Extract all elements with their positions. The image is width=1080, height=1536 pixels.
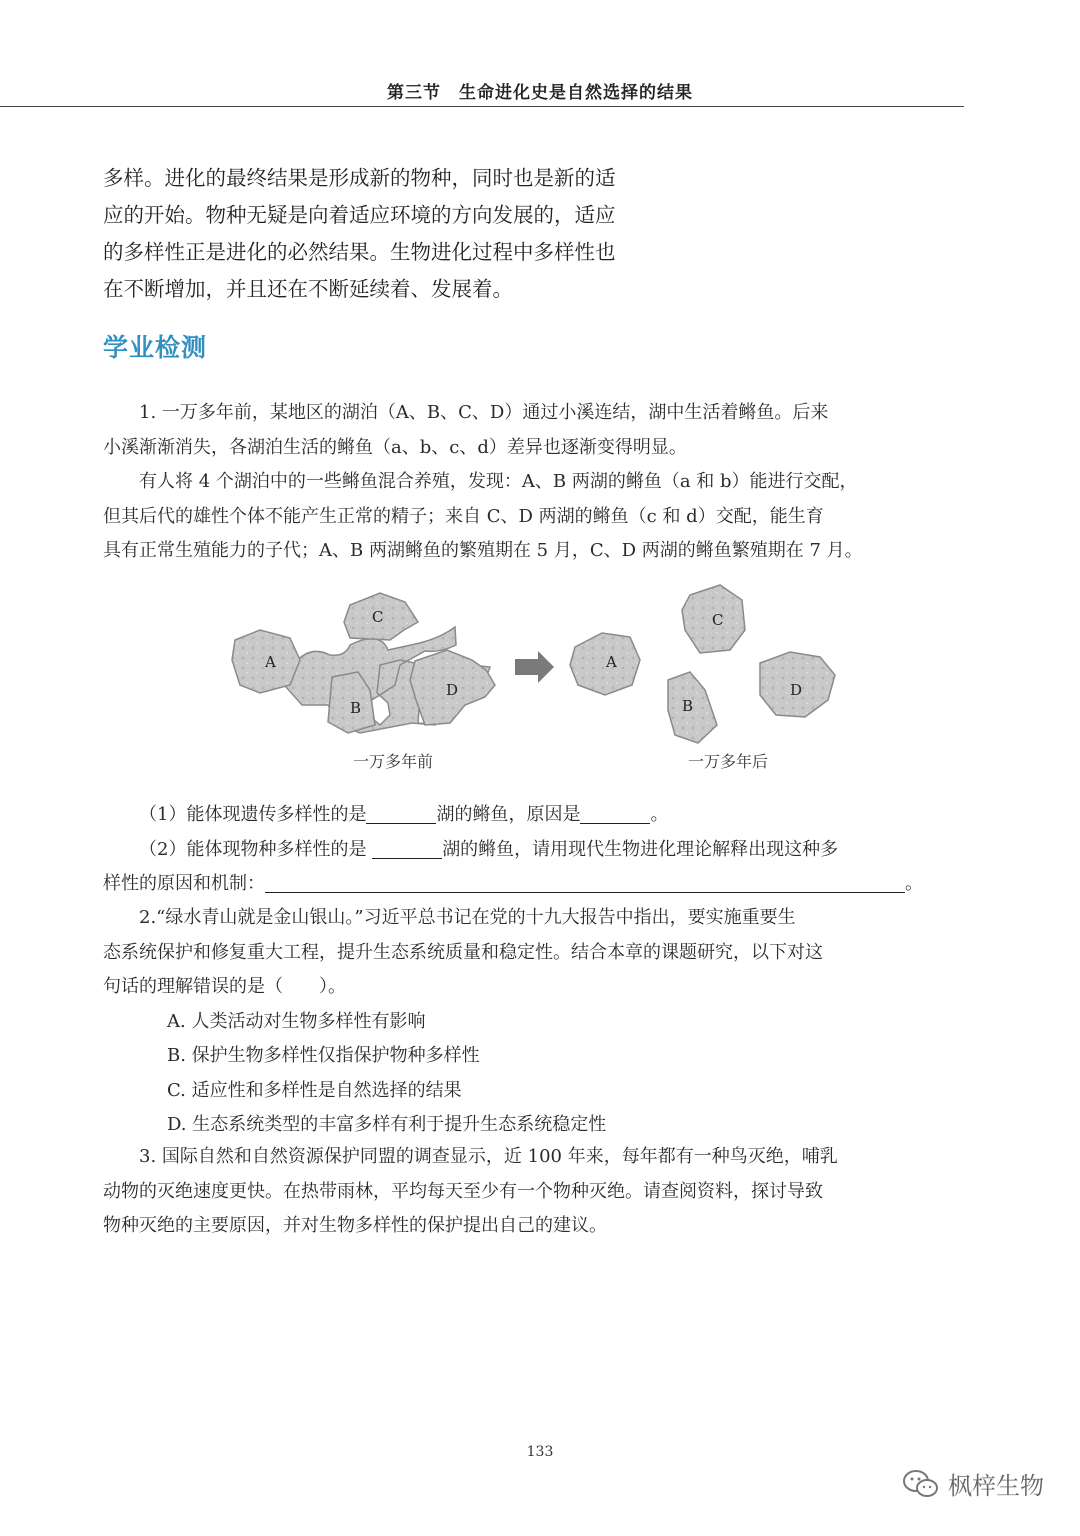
intro-line: 在不断增加，并且还在不断延续着、发展着。	[103, 277, 513, 301]
question-2-line: 句话的理解错误的是（ ）。	[103, 976, 346, 997]
lake-label-a-before: A	[265, 653, 276, 671]
subquestion-2-line2	[103, 867, 965, 902]
wechat-icon	[902, 1468, 940, 1500]
section-heading: 学业检测	[103, 333, 208, 362]
subquestion-1-mid: 湖的鳉鱼，原因是	[436, 804, 581, 825]
option-d: D. 生态系统类型的丰富多样有利于提升生态系统稳定性	[167, 1114, 607, 1135]
watermark-text: 枫梓生物	[948, 1472, 1044, 1500]
question-2-line: 2.“绿水青山就是金山银山。”习近平总书记在党的十九大报告中指出，要实施重要生	[139, 907, 796, 928]
question-1	[103, 396, 965, 569]
answer-blank[interactable]	[580, 801, 650, 824]
question-3	[103, 1140, 965, 1244]
question-3-line: 动物的灭绝速度更快。在热带雨林，平均每天至少有一个物种灭绝。请查阅资料，探讨导致	[103, 1180, 823, 1202]
option-c: C. 适应性和多样性是自然选择的结果	[167, 1079, 462, 1101]
lake-label-c-after: C	[712, 611, 724, 629]
answer-blank[interactable]	[366, 801, 436, 824]
lake-label-b-before: B	[350, 699, 362, 717]
subquestion-2-prefix: （2）能体现物种多样性的是	[139, 838, 373, 860]
subquestion-2-mid: 湖的鳉鱼，请用现代生物进化理论解释出现这种多	[442, 838, 839, 860]
lake-label-d-after: D	[790, 681, 803, 699]
subquestion-1-prefix: （1）能体现遗传多样性的是	[139, 804, 367, 825]
question-2-line: 态系统保护和修复重大工程，提升生态系统质量和稳定性。结合本章的课题研究，以下对这	[103, 941, 823, 963]
intro-line: 的多样性正是进化的必然结果。生物进化过程中多样性也	[103, 240, 616, 264]
answer-blank[interactable]	[265, 870, 905, 893]
watermark	[902, 1466, 1044, 1501]
lake-label-c-before: C	[372, 608, 384, 626]
caption-after: 一万多年后	[688, 752, 769, 771]
question-2	[103, 901, 965, 1143]
lake-a-after	[570, 633, 640, 695]
caption-before: 一万多年前	[353, 752, 434, 771]
question-1-line: 但其后代的雄性个体不能产生正常的精子；来自 C、D 两湖的鳉鱼（c 和 d）交配，能生育	[103, 505, 824, 527]
question-1-line: 具有正常生殖能力的子代；A、B 两湖鳉鱼的繁殖期在 5 月，C、D 两湖的鳉鱼繁殖期在 7 月。	[103, 540, 863, 561]
question-1-subquestions	[103, 798, 965, 902]
lake-label-b-after: B	[682, 697, 694, 715]
subquestion-2	[103, 833, 965, 868]
question-1-line: 有人将 4 个湖泊中的一些鳉鱼混合养殖，发现：A、B 两湖的鳉鱼（a 和 b）能进行交配，	[139, 471, 858, 492]
subquestion-1-end: 。	[650, 804, 669, 825]
right-arrow-icon	[515, 651, 554, 683]
question-3-line: 3. 国际自然和自然资源保护同盟的调查显示，近 100 年来，每年都有一种鸟灭绝，哺乳	[139, 1146, 838, 1167]
option-b: B. 保护生物多样性仅指保护物种多样性	[167, 1045, 480, 1066]
lake-diagram	[220, 575, 860, 775]
lake-label-d-before: D	[446, 681, 459, 699]
question-1-line: 1. 一万多年前，某地区的湖泊（A、B、C、D）通过小溪连结，湖中生活着鳉鱼。后来	[139, 402, 829, 423]
question-1-line: 小溪渐渐消失，各湖泊生活的鳉鱼（a、b、c、d）差异也逐渐变得明显。	[103, 436, 687, 458]
subquestion-2-line2-prefix: 样性的原因和机制：	[103, 873, 265, 894]
option-a: A. 人类活动对生物多样性有影响	[167, 1010, 426, 1032]
lake-label-a-after: A	[606, 653, 617, 671]
intro-line: 应的开始。物种无疑是向着适应环境的方向发展的，适应	[103, 203, 616, 227]
intro-paragraph	[103, 160, 663, 308]
header-rule	[0, 106, 964, 107]
subquestion-1	[103, 798, 965, 833]
page-header-title: 第三节 生命进化史是自然选择的结果	[387, 83, 693, 103]
page-number: 133	[526, 1444, 554, 1460]
lake-figure	[220, 575, 860, 775]
answer-blank[interactable]	[372, 836, 442, 859]
intro-line: 多样。进化的最终结果是形成新的物种，同时也是新的适	[103, 166, 616, 190]
subquestion-2-end: 。	[905, 873, 923, 894]
question-3-line: 物种灭绝的主要原因，并对生物多样性的保护提出自己的建议。	[103, 1215, 607, 1236]
